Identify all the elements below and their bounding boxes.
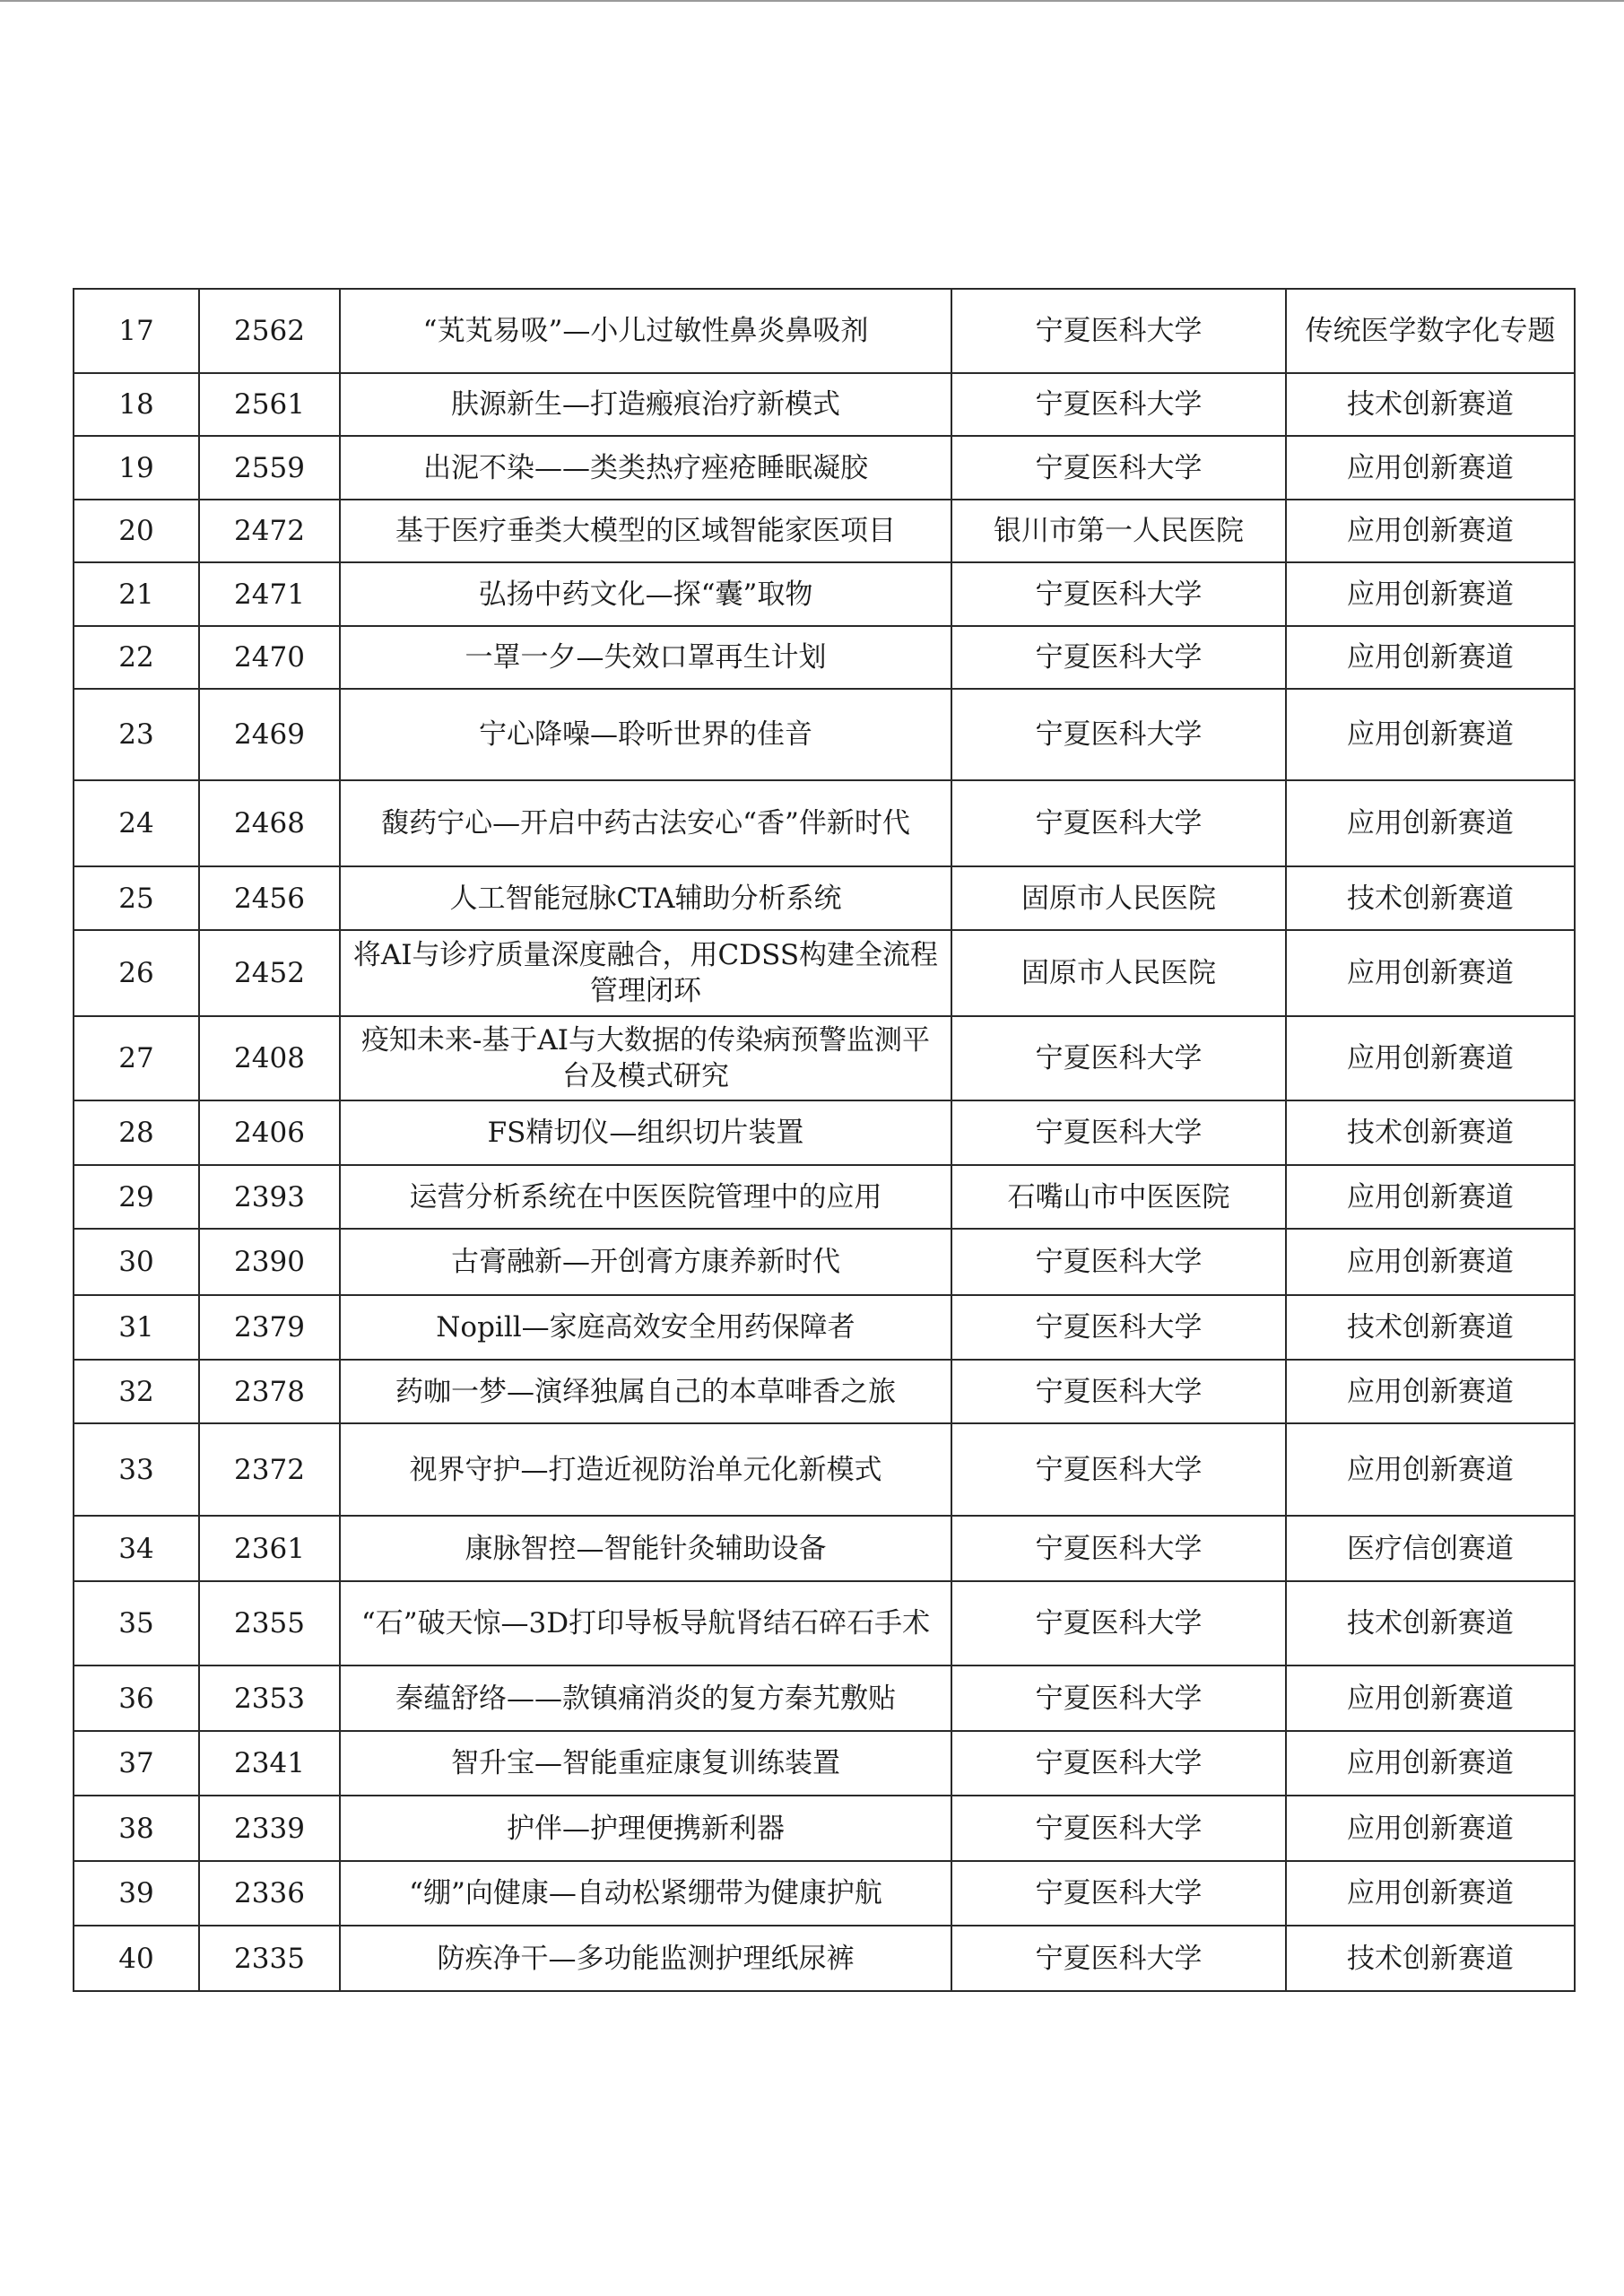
table-row <box>74 1581 1575 1665</box>
table-row <box>74 866 1575 930</box>
track: 医疗信创赛道 <box>1286 1516 1575 1581</box>
table-row <box>74 1229 1575 1295</box>
organization: 宁夏医科大学 <box>951 1516 1286 1581</box>
project-code: 2353 <box>199 1665 340 1731</box>
track: 应用创新赛道 <box>1286 1360 1575 1423</box>
row-number: 28 <box>74 1100 199 1165</box>
project-name: 宁心降噪—聆听世界的佳音 <box>340 689 951 780</box>
track: 传统医学数字化专题 <box>1286 289 1575 373</box>
row-number: 20 <box>74 500 199 562</box>
row-number: 34 <box>74 1516 199 1581</box>
table-row <box>74 1516 1575 1581</box>
project-code: 2408 <box>199 1016 340 1100</box>
project-code: 2472 <box>199 500 340 562</box>
project-name: 智升宝—智能重症康复训练装置 <box>340 1731 951 1796</box>
organization: 宁夏医科大学 <box>951 1796 1286 1861</box>
project-name: Nopill—家庭高效安全用药保障者 <box>340 1295 951 1360</box>
row-number: 17 <box>74 289 199 373</box>
row-number: 30 <box>74 1229 199 1295</box>
project-code: 2470 <box>199 626 340 689</box>
project-code: 2452 <box>199 930 340 1016</box>
organization: 宁夏医科大学 <box>951 1665 1286 1731</box>
table-row <box>74 436 1575 500</box>
organization: 银川市第一人民医院 <box>951 500 1286 562</box>
row-number: 37 <box>74 1731 199 1796</box>
table-row <box>74 1731 1575 1796</box>
project-code: 2468 <box>199 780 340 866</box>
row-number: 22 <box>74 626 199 689</box>
table-row <box>74 1165 1575 1229</box>
project-code: 2561 <box>199 373 340 436</box>
project-name: 古膏融新—开创膏方康养新时代 <box>340 1229 951 1295</box>
row-number: 21 <box>74 562 199 626</box>
project-name: 护伴—护理便携新利器 <box>340 1796 951 1861</box>
row-number: 31 <box>74 1295 199 1360</box>
track: 应用创新赛道 <box>1286 1016 1575 1100</box>
row-number: 29 <box>74 1165 199 1229</box>
row-number: 39 <box>74 1861 199 1926</box>
table-row <box>74 689 1575 780</box>
row-number: 25 <box>74 866 199 930</box>
track: 应用创新赛道 <box>1286 780 1575 866</box>
table-row <box>74 1360 1575 1423</box>
project-code: 2339 <box>199 1796 340 1861</box>
row-number: 40 <box>74 1926 199 1991</box>
row-number: 26 <box>74 930 199 1016</box>
organization: 宁夏医科大学 <box>951 1360 1286 1423</box>
table-row <box>74 1100 1575 1165</box>
table-row <box>74 1861 1575 1926</box>
project-code: 2335 <box>199 1926 340 1991</box>
organization: 固原市人民医院 <box>951 866 1286 930</box>
project-name: 视界守护—打造近视防治单元化新模式 <box>340 1423 951 1516</box>
table-row <box>74 1423 1575 1516</box>
project-name: 防疾净干—多功能监测护理纸尿裤 <box>340 1926 951 1991</box>
organization: 宁夏医科大学 <box>951 1861 1286 1926</box>
table-row <box>74 1926 1575 1991</box>
organization: 宁夏医科大学 <box>951 780 1286 866</box>
organization: 宁夏医科大学 <box>951 1581 1286 1665</box>
track: 技术创新赛道 <box>1286 1100 1575 1165</box>
track: 技术创新赛道 <box>1286 373 1575 436</box>
project-name: 将AI与诊疗质量深度融合，用CDSS构建全流程管理闭环 <box>340 930 951 1016</box>
row-number: 18 <box>74 373 199 436</box>
project-name: 弘扬中药文化—探“囊”取物 <box>340 562 951 626</box>
project-name: 秦蕴舒络——款镇痛消炎的复方秦艽敷贴 <box>340 1665 951 1731</box>
table-row <box>74 930 1575 1016</box>
track: 应用创新赛道 <box>1286 1796 1575 1861</box>
organization: 宁夏医科大学 <box>951 1016 1286 1100</box>
row-number: 23 <box>74 689 199 780</box>
table-row <box>74 626 1575 689</box>
project-code: 2469 <box>199 689 340 780</box>
table-row <box>74 1796 1575 1861</box>
row-number: 33 <box>74 1423 199 1516</box>
project-name: “石”破天惊—3D打印导板导航肾结石碎石手术 <box>340 1581 951 1665</box>
track: 技术创新赛道 <box>1286 1581 1575 1665</box>
project-code: 2562 <box>199 289 340 373</box>
organization: 石嘴山市中医医院 <box>951 1165 1286 1229</box>
track: 应用创新赛道 <box>1286 1229 1575 1295</box>
project-name: 馥药宁心—开启中药古法安心“香”伴新时代 <box>340 780 951 866</box>
row-number: 24 <box>74 780 199 866</box>
table-row <box>74 780 1575 866</box>
row-number: 36 <box>74 1665 199 1731</box>
project-code: 2379 <box>199 1295 340 1360</box>
track: 应用创新赛道 <box>1286 930 1575 1016</box>
organization: 宁夏医科大学 <box>951 1731 1286 1796</box>
organization: 宁夏医科大学 <box>951 562 1286 626</box>
organization: 宁夏医科大学 <box>951 1229 1286 1295</box>
project-table-container <box>73 288 1574 1992</box>
project-name: “绷”向健康—自动松紧绷带为健康护航 <box>340 1861 951 1926</box>
organization: 宁夏医科大学 <box>951 1926 1286 1991</box>
organization: 固原市人民医院 <box>951 930 1286 1016</box>
table-row <box>74 373 1575 436</box>
table-row <box>74 1016 1575 1100</box>
project-table <box>73 288 1576 1992</box>
project-name: 一罩一夕—失效口罩再生计划 <box>340 626 951 689</box>
project-name: 基于医疗垂类大模型的区域智能家医项目 <box>340 500 951 562</box>
project-code: 2372 <box>199 1423 340 1516</box>
track: 技术创新赛道 <box>1286 1926 1575 1991</box>
table-row <box>74 562 1575 626</box>
row-number: 19 <box>74 436 199 500</box>
track: 技术创新赛道 <box>1286 1295 1575 1360</box>
track: 应用创新赛道 <box>1286 1665 1575 1731</box>
track: 应用创新赛道 <box>1286 562 1575 626</box>
organization: 宁夏医科大学 <box>951 289 1286 373</box>
project-code: 2361 <box>199 1516 340 1581</box>
track: 应用创新赛道 <box>1286 1423 1575 1516</box>
project-code: 2393 <box>199 1165 340 1229</box>
project-name: 出泥不染——类类热疗痤疮睡眠凝胶 <box>340 436 951 500</box>
project-name: 疫知未来-基于AI与大数据的传染病预警监测平台及模式研究 <box>340 1016 951 1100</box>
project-name: 人工智能冠脉CTA辅助分析系统 <box>340 866 951 930</box>
project-code: 2336 <box>199 1861 340 1926</box>
organization: 宁夏医科大学 <box>951 1100 1286 1165</box>
project-code: 2456 <box>199 866 340 930</box>
project-table-body <box>74 289 1575 1991</box>
project-code: 2406 <box>199 1100 340 1165</box>
row-number: 38 <box>74 1796 199 1861</box>
track: 应用创新赛道 <box>1286 1861 1575 1926</box>
track: 应用创新赛道 <box>1286 689 1575 780</box>
project-name: FS精切仪—组织切片装置 <box>340 1100 951 1165</box>
row-number: 32 <box>74 1360 199 1423</box>
track: 技术创新赛道 <box>1286 866 1575 930</box>
table-row <box>74 289 1575 373</box>
project-code: 2355 <box>199 1581 340 1665</box>
track: 应用创新赛道 <box>1286 1731 1575 1796</box>
project-code: 2471 <box>199 562 340 626</box>
organization: 宁夏医科大学 <box>951 373 1286 436</box>
track: 应用创新赛道 <box>1286 500 1575 562</box>
organization: 宁夏医科大学 <box>951 626 1286 689</box>
project-code: 2341 <box>199 1731 340 1796</box>
table-row <box>74 500 1575 562</box>
track: 应用创新赛道 <box>1286 626 1575 689</box>
scan-edge-line <box>0 0 1624 2</box>
organization: 宁夏医科大学 <box>951 1423 1286 1516</box>
organization: 宁夏医科大学 <box>951 436 1286 500</box>
project-name: 药咖一梦—演绎独属自己的本草啡香之旅 <box>340 1360 951 1423</box>
track: 应用创新赛道 <box>1286 436 1575 500</box>
row-number: 35 <box>74 1581 199 1665</box>
project-name: 肤源新生—打造瘢痕治疗新模式 <box>340 373 951 436</box>
project-code: 2378 <box>199 1360 340 1423</box>
track: 应用创新赛道 <box>1286 1165 1575 1229</box>
organization: 宁夏医科大学 <box>951 1295 1286 1360</box>
project-name: 运营分析系统在中医医院管理中的应用 <box>340 1165 951 1229</box>
project-code: 2559 <box>199 436 340 500</box>
organization: 宁夏医科大学 <box>951 689 1286 780</box>
table-row <box>74 1665 1575 1731</box>
row-number: 27 <box>74 1016 199 1100</box>
table-row <box>74 1295 1575 1360</box>
project-code: 2390 <box>199 1229 340 1295</box>
project-name: “芄芄易吸”—小儿过敏性鼻炎鼻吸剂 <box>340 289 951 373</box>
project-name: 康脉智控—智能针灸辅助设备 <box>340 1516 951 1581</box>
